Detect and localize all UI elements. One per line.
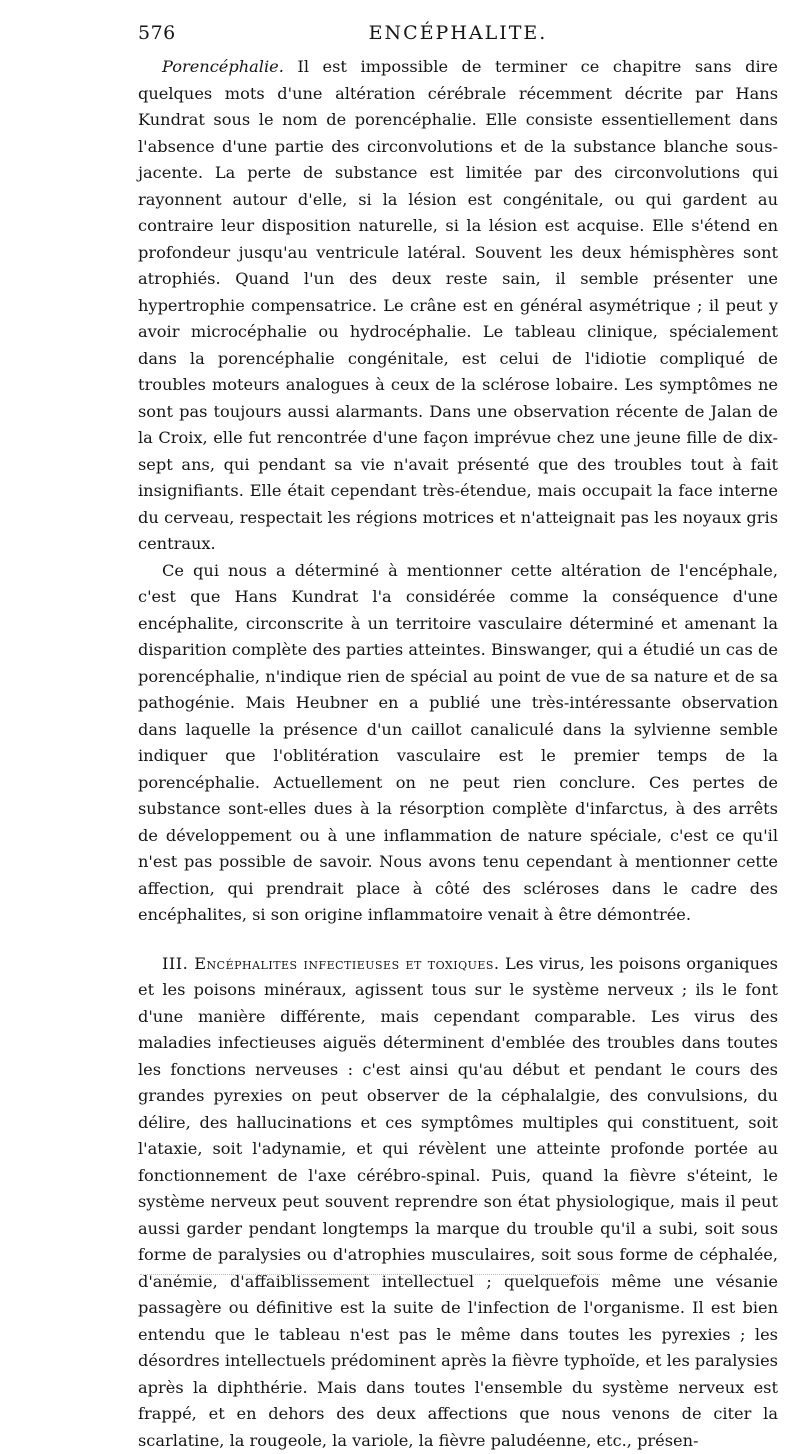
running-title: ENCÉPHALITE. [138,22,778,44]
section-heading: III. Encéphalites infectieuses et toxiques. [162,954,500,973]
paragraph-porencephalie [138,54,778,558]
paragraph-encephalites-infectieuses [138,951,778,1454]
page-header [138,22,778,48]
paragraph-body: Ce qui nous a déterminé à mentionner cette altération de l'encéphale, c'est que Hans Kundrat l'a considérée comme la conséquence d'une encéphalite, circonscrite à un territoire vasculaire déterminé et amenant la disparition complète des parties atteintes. Binswanger, qui a étudié un cas de porencéphalie, n'indique rien de spécial au point de vue de sa nature et de sa pathogénie. Mais Heubner en a publié une très-intéressante observation dans laquelle la présence d'un caillot canaliculé dans la sylvienne semble indiquer que l'oblitération vasculaire est le premier temps de la porencéphalie. Actuellement on ne peut rien conclure. Ces pertes de substance sont-elles dues à la résorption complète d'infarctus, à des arrêts de développement ou à une inflammation de nature spéciale, c'est ce qu'il n'est pas possible de savoir. Nous avons tenu cependant à mentionner cette affection, qui prendrait place à côté des scléroses dans le cadre des encéphalites, si son origine inflammatoire venait à être démontrée. [138,561,778,925]
paragraph-lead: Porencéphalie. [162,57,284,76]
page-bottom-mark [140,1274,600,1281]
body-text [138,54,778,1454]
page-number: 576 [138,22,176,44]
paragraph-kundrat [138,558,778,929]
paragraph-body: Il est impossible de terminer ce chapitre sans dire quelques mots d'une altération cérébrale récemment décrite par Hans Kundrat sous le nom de porencéphalie. Elle consiste essentiellement dans l'absence d'une partie des circonvolutions et de la substance blanche sous-jacente. La perte de substance est limitée par des circonvolutions qui rayonnent autour d'elle, si la lésion est congénitale, ou qui gardent au contraire leur disposition naturelle, si la lésion est acquise. Elle s'étend en profondeur jusqu'au ventricule latéral. Souvent les deux hémisphères sont atrophiés. Quand l'un des deux reste sain, il semble présenter une hypertrophie compensatrice. Le crâne est en général asymétrique ; il peut y avoir microcéphalie ou hydrocéphalie. Le tableau clinique, spécialement dans la porencéphalie congénitale, est celui de l'idiotie compliqué de troubles moteurs analogues à ceux de la sclérose lobaire. Les symptômes ne sont pas toujours aussi alarmants. Dans une observation récente de Jalan de la Croix, elle fut rencontrée d'une façon imprévue chez une jeune fille de dix-sept ans, qui pendant sa vie n'avait présenté que des troubles tout à fait insignifiants. Elle était cependant très-étendue, mais occupait la face interne du cerveau, respectait les régions motrices et n'atteignait pas les noyaux gris centraux. [138,57,778,553]
paragraph-body: Les virus, les poisons organiques et les poisons minéraux, agissent tous sur le système nerveux ; ils le font d'une manière différente, mais cependant comparable. Les virus des maladies infectieuses aiguës déterminent d'emblée des troubles dans toutes les fonctions nerveuses : c'est ainsi qu'au début et pendant le cours des grandes pyrexies on peut observer de la céphalalgie, des convulsions, du délire, des hallucinations et ces symptômes multiples qui constituent, soit l'ataxie, soit l'adynamie, et qui révèlent une atteinte profonde portée au fonctionnement de l'axe cérébro-spinal. Puis, quand la fièvre s'éteint, le système nerveux peut souvent reprendre son état physiologique, mais il peut aussi garder pendant longtemps la marque du trouble qu'il a subi, soit sous forme de paralysies ou d'atrophies musculaires, soit sous forme de céphalée, d'anémie, d'affaiblissement intellectuel ; quelquefois même une vésanie passagère ou définitive est la suite de l'infection de l'organisme. Il est bien entendu que le tableau n'est pas le même dans toutes les pyrexies ; les désordres intellectuels prédominent après la fièvre typhoïde, et les paralysies après la diphthérie. Mais dans toutes l'ensemble du système nerveux est frappé, et en dehors des deux affections que nous venons de citer la scarlatine, la rougeole, la variole, la fièvre paludéenne, etc., présen- [138,954,778,1450]
